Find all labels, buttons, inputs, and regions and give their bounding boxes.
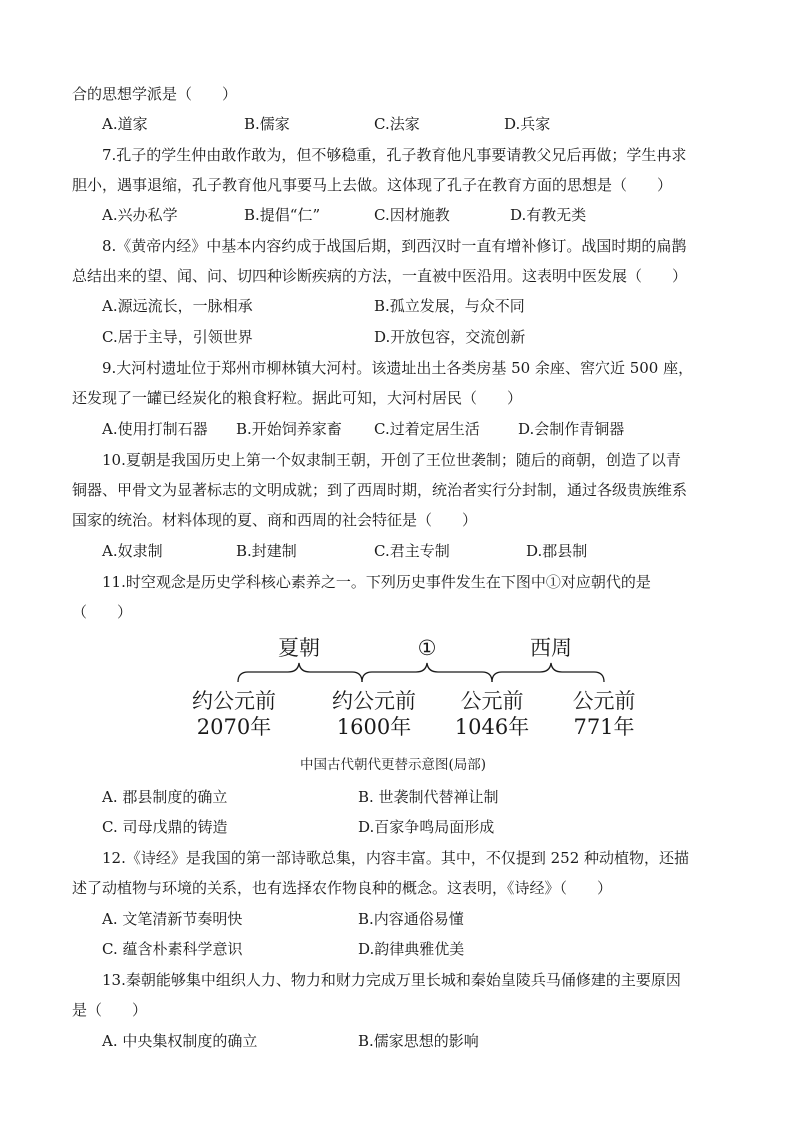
q12-option-d[interactable]: D.韵律典雅优美 xyxy=(358,940,465,958)
dynasty-label-circled-1: ① xyxy=(417,636,437,660)
q7-option-b[interactable]: B.提倡“仁” xyxy=(244,206,321,224)
q7-stem-line1: 7.孔子的学生仲由敢作敢为，但不够稳重，孔子教育他凡事要请教父兄后再做；学生冉求 xyxy=(102,146,687,164)
time-label-4-line2: 771年 xyxy=(573,715,635,739)
q8-option-c[interactable]: C.居于主导，引领世界 xyxy=(102,328,253,346)
brace-shang xyxy=(362,663,492,682)
q10-option-b[interactable]: B.封建制 xyxy=(236,542,297,560)
q10-stem-line3: 国家的统治。材料体现的夏、商和西周的社会特征是（ ） xyxy=(72,511,478,529)
q8-option-b[interactable]: B.孤立发展，与众不同 xyxy=(374,297,525,315)
q6-option-d[interactable]: D.兵家 xyxy=(504,115,551,133)
q9-option-c[interactable]: C.过着定居生活 xyxy=(374,420,480,438)
q9-stem-line2: 还发现了一罐已经炭化的粮食籽粒。据此可知，大河村居民（ ） xyxy=(72,389,523,407)
q9-option-a[interactable]: A.使用打制石器 xyxy=(102,420,208,438)
q10-option-a[interactable]: A.奴隶制 xyxy=(102,542,163,560)
q12-stem-line1: 12.《诗经》是我国的第一部诗歌总集，内容丰富。其中，不仅提到 252 种动植物，还描 xyxy=(102,849,690,867)
q10-stem-line1: 10.夏朝是我国历史上第一个奴隶制王朝，开创了王位世袭制；随后的商朝，创造了以青 xyxy=(102,451,681,469)
q12-option-c[interactable]: C. 蕴含朴素科学意识 xyxy=(102,940,243,958)
brace-western-zhou xyxy=(492,663,604,682)
q6-stem-tail: 合的思想学派是（ ） xyxy=(72,85,238,103)
q10-option-d[interactable]: D.郡县制 xyxy=(526,542,588,560)
q12-option-a[interactable]: A. 文笔清新节奏明快 xyxy=(102,910,243,928)
q9-option-d[interactable]: D.会制作青铜器 xyxy=(518,420,625,438)
q11-option-d[interactable]: D.百家争鸣局面形成 xyxy=(358,818,495,836)
time-label-1-line2: 2070年 xyxy=(196,715,272,739)
q13-option-b[interactable]: B.儒家思想的影响 xyxy=(358,1032,479,1050)
q13-option-a[interactable]: A. 中央集权制度的确立 xyxy=(102,1032,258,1050)
q12-option-b[interactable]: B.内容通俗易懂 xyxy=(358,910,464,928)
q8-stem-line1: 8.《黄帝内经》中基本内容约成于战国后期，到西汉时一直有增补修订。战国时期的扁鹊 xyxy=(102,237,687,255)
q6-option-c[interactable]: C.法家 xyxy=(374,115,420,133)
q12-stem-line2: 述了动植物与环境的关系，也有选择农作物良种的概念。这表明，《诗经》（ ） xyxy=(72,879,613,897)
dynasty-timeline-figure xyxy=(170,628,650,743)
time-label-2-line2: 1600年 xyxy=(336,715,412,739)
q11-stem-line2: （ ） xyxy=(72,603,133,621)
time-label-3-line1: 公元前 xyxy=(460,689,524,713)
q10-stem-line2: 铜器、甲骨文为显著标志的文明成就；到了西周时期，统治者实行分封制，通过各级贵族维系 xyxy=(72,481,688,499)
time-label-1-line1: 约公元前 xyxy=(192,689,276,713)
q9-option-b[interactable]: B.开始饲养家畜 xyxy=(236,420,342,438)
figure-caption: 中国古代朝代更替示意图(局部) xyxy=(300,757,487,773)
q8-stem-line2: 总结出来的望、闻、问、切四种诊断疾病的方法，一直被中医沿用。这表明中医发展（ ） xyxy=(72,267,688,285)
q6-option-a[interactable]: A.道家 xyxy=(102,115,148,133)
q13-stem-line2: 是（ ） xyxy=(72,1001,148,1019)
q6-option-b[interactable]: B.儒家 xyxy=(244,115,290,133)
brace-xia xyxy=(238,663,362,682)
q7-option-d[interactable]: D.有教无类 xyxy=(510,206,587,224)
q10-option-c[interactable]: C.君主专制 xyxy=(374,542,450,560)
q11-option-c[interactable]: C. 司母戊鼎的铸造 xyxy=(102,818,228,836)
q7-option-a[interactable]: A.兴办私学 xyxy=(102,206,178,224)
q8-option-a[interactable]: A.源远流长，一脉相承 xyxy=(102,297,253,315)
q7-option-c[interactable]: C.因材施教 xyxy=(374,206,450,224)
time-label-3-line2: 1046年 xyxy=(454,715,530,739)
q9-stem-line1: 9.大河村遗址位于郑州市柳林镇大河村。该遗址出土各类房基 50 余座、窖穴近 500 座， xyxy=(102,359,694,377)
q11-stem-line1: 11.时空观念是历史学科核心素养之一。下列历史事件发生在下图中①对应朝代的是 xyxy=(102,573,651,591)
q11-option-a[interactable]: A. 郡县制度的确立 xyxy=(102,788,228,806)
dynasty-label-western-zhou: 西周 xyxy=(530,636,572,660)
q11-option-b[interactable]: B. 世袭制代替禅让制 xyxy=(358,788,499,806)
q8-option-d[interactable]: D.开放包容，交流创新 xyxy=(374,328,526,346)
dynasty-label-xia: 夏朝 xyxy=(278,636,320,660)
q7-stem-line2: 胆小，遇事退缩，孔子教育他凡事要马上去做。这体现了孔子在教育方面的思想是（ ） xyxy=(72,176,673,194)
time-label-2-line1: 约公元前 xyxy=(332,689,416,713)
q13-stem-line1: 13.秦朝能够集中组织人力、物力和财力完成万里长城和秦始皇陵兵马俑修建的主要原因 xyxy=(102,971,681,989)
time-label-4-line1: 公元前 xyxy=(572,689,636,713)
